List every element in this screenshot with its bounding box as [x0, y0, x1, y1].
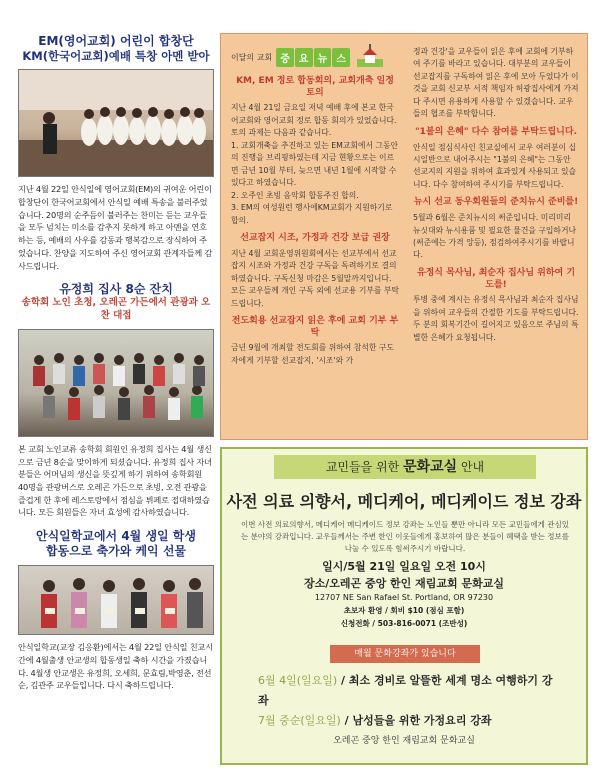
culture-phone: 신청전화 / 503-816-0071 (조반성) — [340, 618, 468, 628]
upcoming-date: 7월 중순(일요일) — [258, 713, 341, 727]
culture-headline: 사전 의료 의향서, 메디케어, 메디케이드 정보 강좌 — [226, 492, 582, 511]
article1-title — [18, 34, 214, 63]
culture-title-prefix: 교민들을 위한 — [325, 460, 400, 474]
group-photo — [18, 329, 214, 437]
upcoming-date: 6월 4일(일요일) — [258, 674, 338, 687]
article3-body: 안식일학교(교장 김응환)에서는 4월 22일 안식일 친교시간에 4월출생 안교생의 합동생일 축하 시간을 가졌습니다. 4월생 안교생은 유정희, 오세희, 문효림,박영춘, 전선순, 김관주 교우들입니다. 다시 축하드립니다. — [18, 642, 213, 691]
article3-title-line2: 합동으로 축가와 케익 선물 — [45, 544, 187, 559]
article1-title-line1: EM(영어교회) 어린이 합창단 — [38, 34, 194, 48]
news-badge-small: 이달의 교회 — [231, 52, 273, 62]
news-badge-char: 중 — [276, 48, 294, 67]
upcoming-topic: / 최소 경비로 알뜰한 세계 명소 여행하기 강좌 — [258, 674, 553, 707]
news-s3-continued: 정과 건강'을 교우들이 읽은 후에 교회에 기부하여 주기를 바라고 있습니다. 대부분의 교우들이 선교잡지를 구독하여 읽은 후에 모아 두었다가 이것을 교회 신교부 서적 책임자 허광집사에게 가져다 주시면 유용하게 사용할 수 있겠습니다. 교우들의 협조를 부탁합니다. — [413, 47, 579, 119]
news-badge-char: 뉴 — [314, 48, 332, 67]
news-s1-intro: 지난 4월 21일 금요일 저녁 예배 후에 본교 한국어교회와 영어교회 정로 합동 회의가 있었습니다. 토의 과제는 다음과 같습니다. — [231, 103, 397, 138]
culture-class-box — [220, 447, 588, 765]
article2-body: 본 교회 노인교류 송학회 회원인 유정희 집사는 4월 생신으로 금년 8순을 맞이하게 되셨습니다. 유정희 집사 자녀분들은 어머님의 생신을 뜻깊게 하기 위하여 송학회원 40명을 관광버스로 오레곤 가든으로 초빙, 오전 관광을 즐겁게 한 후에 레스토랑에서 점심을 뷔페로 접대하였습니다. 모든 회원들은 자녀 효성에 감사하였습니다. — [18, 443, 212, 518]
news-column-1 — [231, 44, 399, 367]
news-badge — [231, 44, 399, 70]
news-s1-item: 3. EM의 여성원런 행사에KM교회가 지원하기로 합의. — [231, 203, 393, 225]
news-s2-body: 지난 4월 교회운영위원회에서는 선교부에서 선교잡지 시조와 가정과 건강 구독을 독려하기로 결의하였습니다. 구독신청 마감은 5월말까지입니다. 모든 교우들께 개인 구독 외에 선교용 기부를 부탁드립니다. — [231, 248, 399, 308]
left-column — [18, 34, 214, 692]
culture-place: 장소/오레곤 중앙 한인 재림교회 문화교실 — [304, 576, 504, 590]
news-s3-body: 금년 9월에 개최할 전도회를 위하여 참석한 구도자에게 기부할 선교잡지, '시조'와 가 — [231, 343, 394, 365]
news-column-2 — [413, 46, 579, 344]
article3-title-line1: 안식일학교에서 4월 생일 학생 — [36, 529, 196, 544]
news-s6-body: 투병 중에 계시는 유정식 목사님과 최순자 집사님을 위하여 교우들의 간절한 기도를 부탁드립니다. 두 분의 회복기간이 길어지고 있음으로 주님의 특별한 은혜가 요청됩니다. — [413, 295, 579, 342]
culture-date: 일시/5월 21일 일요일 오전 10시 — [322, 560, 486, 573]
news-s1-item: 2. 오주인 초빙 음악회 합동주진 합의. — [231, 190, 359, 200]
culture-address: 12707 NE San Rafael St. Portland, OR 97230 — [314, 593, 494, 602]
news-s1-title: KM, EM 정로 합동회의, 교회개축 일정 토의 — [236, 76, 394, 98]
culture-info — [222, 559, 586, 630]
church-icon — [357, 43, 383, 71]
news-s4-body: 안식일 점심식사인 친교실에서 교우 여러분이 십시일반으로 내어주시는 "1불의 은혜"는 그동안 선교지의 지원을 위하여 효과있게 사용되고 있습니다. 다수 참여하여 주시기를 부탁드립니다. — [413, 142, 577, 189]
upcoming-item — [258, 671, 558, 711]
upcoming-topic: / 남성들을 위한 가정요리 강좌 — [340, 713, 492, 727]
news-badge-char: 스 — [332, 48, 350, 67]
article1-body: 지난 4월 22일 안식일에 영어교회(EM)의 귀여운 어린이 합창단이 한국어교회에서 안식일 예배 특송을 불러주었습니다. 20명의 순주듬이 불러주는 찬미는 듣는 교우들을 모두 넘치는 미소를 감추지 못하게 하고 아멘을 연호하는 등, 예배의 사우를 감동과 행복감으로 장식하여 주었습니다. 찬양을 지도하여 주신 영어교회 관계자들께 감사드립니다. — [18, 184, 213, 271]
monthly-class-banner: 매월 문화강좌가 있습니다 — [330, 645, 480, 663]
article2-title — [18, 282, 214, 297]
culture-title-main: 문화교실 — [403, 459, 458, 475]
birthday-photo — [18, 565, 214, 635]
article2-subtitle: 송학회 노인 초청, 오레곤 가든에서 관광과 오찬 대접 — [21, 297, 211, 322]
news-box — [220, 33, 588, 440]
article2-title-text: 유정희 집사 8순 잔치 — [59, 282, 173, 297]
upcoming-classes — [258, 671, 558, 730]
news-s5-body: 5월과 6월은 준치뉴시의 써준입니다. 미리미리 뉴싯대와 뉴시용품 및 필요한 물건을 구입하거나(써준에는 가격 앙등), 점검하여주시기를 바랍니다. — [413, 213, 577, 260]
culture-fee: 초보자 환영 / 회비 $10 (점심 포함) — [343, 605, 465, 615]
article3-title — [18, 529, 214, 559]
news-s2-title: 선교잡지 시조, 가정과 건강 보급 권장 — [240, 233, 390, 244]
upcoming-item — [258, 711, 558, 731]
news-s1-item: 1. 교회개축을 추진하고 있는 EM교회에서 그동안의 진행을 브리핑하였는데 지금 현황으로는 이르면 금년 10월 부터, 늦으면 내년 1월에 시작할 수 있다고 하였습니다. — [231, 140, 399, 188]
culture-intro: 이번 사전 의료의향서, 메디케어 메디케이드 정보 강좌는 노인들 뿐만 아니라 모든 교민들에게 관심있는 분야의 강좌입니다. 교우들께서는 주변 한인 이웃들에게 홍보하여 많은 분들이 혜택을 받는 정보를 나눌 수 있도록 힘써주시기 바랍니다. — [240, 520, 570, 553]
news-s5-title: 뉴시 선교 동우회원들의 준치뉴시 준비를! — [413, 197, 579, 208]
choir-photo — [18, 69, 214, 177]
news-badge-char: 요 — [295, 48, 313, 67]
news-s6-title: 유정식 목사님, 최순자 집사님 위하여 기도를! — [416, 267, 576, 290]
news-s4-title: "1불의 은혜" 다수 참여를 부탁드립니다. — [414, 126, 577, 137]
culture-title-suffix: 안내 — [460, 460, 485, 474]
article1-title-line2: KM(한국어교회)예배 특창 아멘 받아 — [22, 49, 210, 63]
culture-title — [274, 455, 536, 479]
news-s3-title: 전도회용 선교잡지 읽은 후에 교회 기부 부탁 — [231, 316, 399, 338]
culture-footer: 오레곤 중앙 한인 재림교회 문화교실 — [333, 736, 475, 746]
